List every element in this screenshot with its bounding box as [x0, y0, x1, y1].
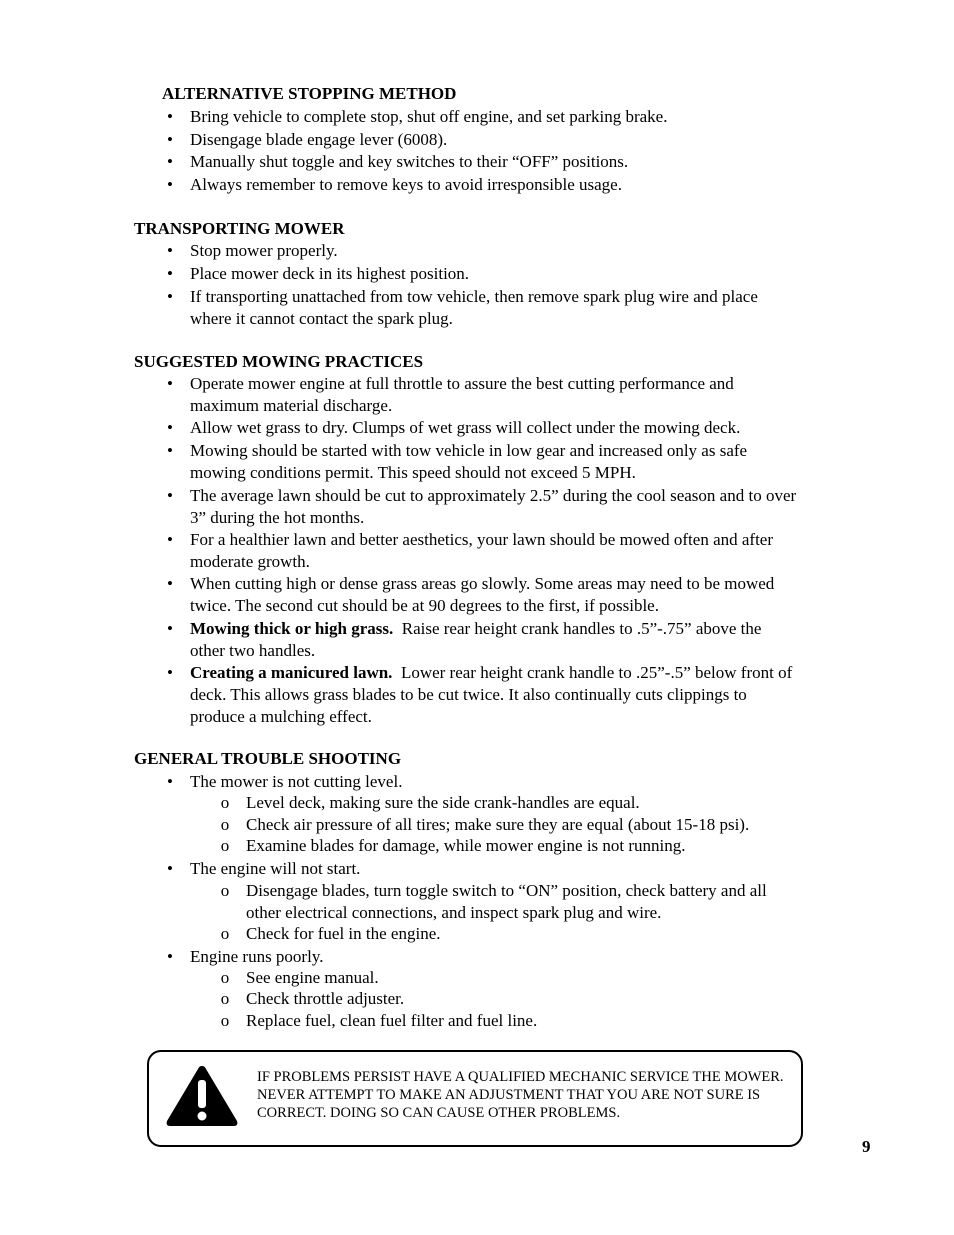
circle-bullet-icon: o [220, 924, 230, 943]
sub-list-item-text: See engine manual. [246, 968, 379, 987]
list-item [167, 286, 790, 330]
bullet-icon: • [167, 619, 173, 638]
circle-bullet-icon: o [220, 815, 230, 834]
circle-bullet-icon: o [220, 881, 230, 900]
circle-bullet-icon: o [220, 836, 230, 855]
list-item [167, 946, 810, 968]
bullet-icon: • [167, 772, 173, 791]
sub-list-item-text: Level deck, making sure the side crank-handles are equal. [246, 793, 640, 812]
circle-bullet-icon: o [220, 1011, 230, 1030]
warning-triangle-icon [165, 1064, 239, 1128]
circle-bullet-icon: o [220, 968, 230, 987]
list-item [167, 529, 800, 573]
list-item-text: Place mower deck in its highest position. [190, 264, 470, 283]
bullet-icon: • [167, 441, 173, 460]
list-item [167, 440, 805, 484]
sub-list-item-text: Check throttle adjuster. [246, 989, 405, 1008]
list-item [167, 263, 810, 285]
bullet-icon: • [167, 530, 173, 549]
list-item-text: If transporting unattached from tow vehicle, then remove spark plug wire and place where it cannot contact the spark plug. [190, 287, 758, 328]
warning-text: IF PROBLEMS PERSIST HAVE A QUALIFIED MECHANIC SERVICE THE MOWER. NEVER ATTEMPT TO MAKE AN ADJUSTMENT THAT YOU ARE NOT SURE IS CORRECT. DOING SO CAN CAUSE OTHER PROBLEMS. [257, 1069, 784, 1121]
bullet-icon: • [167, 486, 173, 505]
list-item-text: Engine runs poorly. [190, 947, 324, 966]
sub-list-item-text: Check for fuel in the engine. [246, 924, 441, 943]
sub-list-item [220, 814, 816, 836]
sub-list-item [220, 792, 816, 814]
list-item [167, 129, 810, 151]
bullet-icon: • [167, 663, 173, 682]
list-item-bold-lead: Mowing thick or high grass. [190, 619, 394, 638]
list-item-text: Always remember to remove keys to avoid irresponsible usage. [190, 175, 622, 194]
alternative-stopping-heading: ALTERNATIVE STOPPING METHOD [162, 84, 457, 103]
list-item-text: When cutting high or dense grass areas go slowly. Some areas may need to be mowed twice. The second cut should be at 90 degrees to the first, if possible. [190, 574, 775, 615]
list-item-bold-lead: Creating a manicured lawn. [190, 663, 393, 682]
list-item-text: The mower is not cutting level. [190, 772, 403, 791]
bullet-icon: • [167, 152, 173, 171]
bullet-icon: • [167, 175, 173, 194]
sub-list-item [220, 880, 801, 924]
list-item-text: Bring vehicle to complete stop, shut off engine, and set parking brake. [190, 107, 668, 126]
page-number: 9 [862, 1137, 871, 1156]
bullet-icon: • [167, 287, 173, 306]
sub-list-item [220, 967, 816, 989]
bullet-icon: • [167, 130, 173, 149]
transporting-mower-heading: TRANSPORTING MOWER [134, 219, 345, 238]
list-item-text: Stop mower properly. [190, 241, 338, 260]
sub-list-item-text: Replace fuel, clean fuel filter and fuel line. [246, 1011, 538, 1030]
list-item-text: Lower rear height crank handle to .25”-.5” below front of deck. This allows grass blades to be cut twice. It also continually cuts clippings to produce a mulching effect. [190, 663, 793, 726]
sub-list-item [220, 1010, 816, 1032]
list-item-text: Mowing should be started with tow vehicle in low gear and increased only as safe mowing conditions permit. This speed should not exceed 5 MPH. [190, 441, 748, 482]
trouble-shooting-heading: GENERAL TROUBLE SHOOTING [134, 749, 402, 768]
sub-list-item-text: Disengage blades, turn toggle switch to “ON” position, check battery and all other electrical connections, and inspect spark plug and wire. [246, 881, 767, 922]
list-item-text: The average lawn should be cut to approximately 2.5” during the cool season and to over 3” during the hot months. [190, 486, 797, 527]
list-item [167, 106, 810, 128]
bullet-icon: • [167, 264, 173, 283]
bullet-icon: • [167, 574, 173, 593]
list-item-text: The engine will not start. [190, 859, 361, 878]
list-item [167, 240, 810, 262]
list-item-text: Manually shut toggle and key switches to their “OFF” positions. [190, 152, 629, 171]
list-item [167, 417, 815, 439]
list-item [167, 485, 805, 529]
bullet-icon: • [167, 947, 173, 966]
list-item-text: Disengage blade engage lever (6008). [190, 130, 448, 149]
bullet-icon: • [167, 241, 173, 260]
mowing-practices-heading: SUGGESTED MOWING PRACTICES [134, 352, 424, 371]
bullet-icon: • [167, 418, 173, 437]
list-item-text: Operate mower engine at full throttle to assure the best cutting performance and maximum material discharge. [190, 374, 734, 415]
list-item [167, 858, 810, 880]
bullet-icon: • [167, 374, 173, 393]
bullet-icon: • [167, 859, 173, 878]
bullet-icon: • [167, 107, 173, 126]
list-item-text: For a healthier lawn and better aesthetics, your lawn should be mowed often and after moderate growth. [190, 530, 773, 571]
sub-list-item-text: Check air pressure of all tires; make sure they are equal (about 15-18 psi). [246, 815, 750, 834]
list-item [167, 662, 795, 728]
list-item-text: Raise rear height crank handles to .5”-.75” above the other two handles. [190, 619, 762, 660]
warning-box [147, 1050, 803, 1147]
circle-bullet-icon: o [220, 793, 230, 812]
list-item-text: Allow wet grass to dry. Clumps of wet grass will collect under the mowing deck. [190, 418, 741, 437]
list-item [167, 618, 795, 662]
list-item [167, 573, 785, 617]
sub-list-item [220, 835, 816, 857]
list-item [167, 771, 810, 793]
circle-bullet-icon: o [220, 989, 230, 1008]
sub-list-item-text: Examine blades for damage, while mower engine is not running. [246, 836, 686, 855]
sub-list-item [220, 988, 816, 1010]
sub-list-item [220, 923, 816, 945]
list-item [167, 174, 810, 196]
list-item [167, 373, 795, 417]
list-item [167, 151, 810, 173]
